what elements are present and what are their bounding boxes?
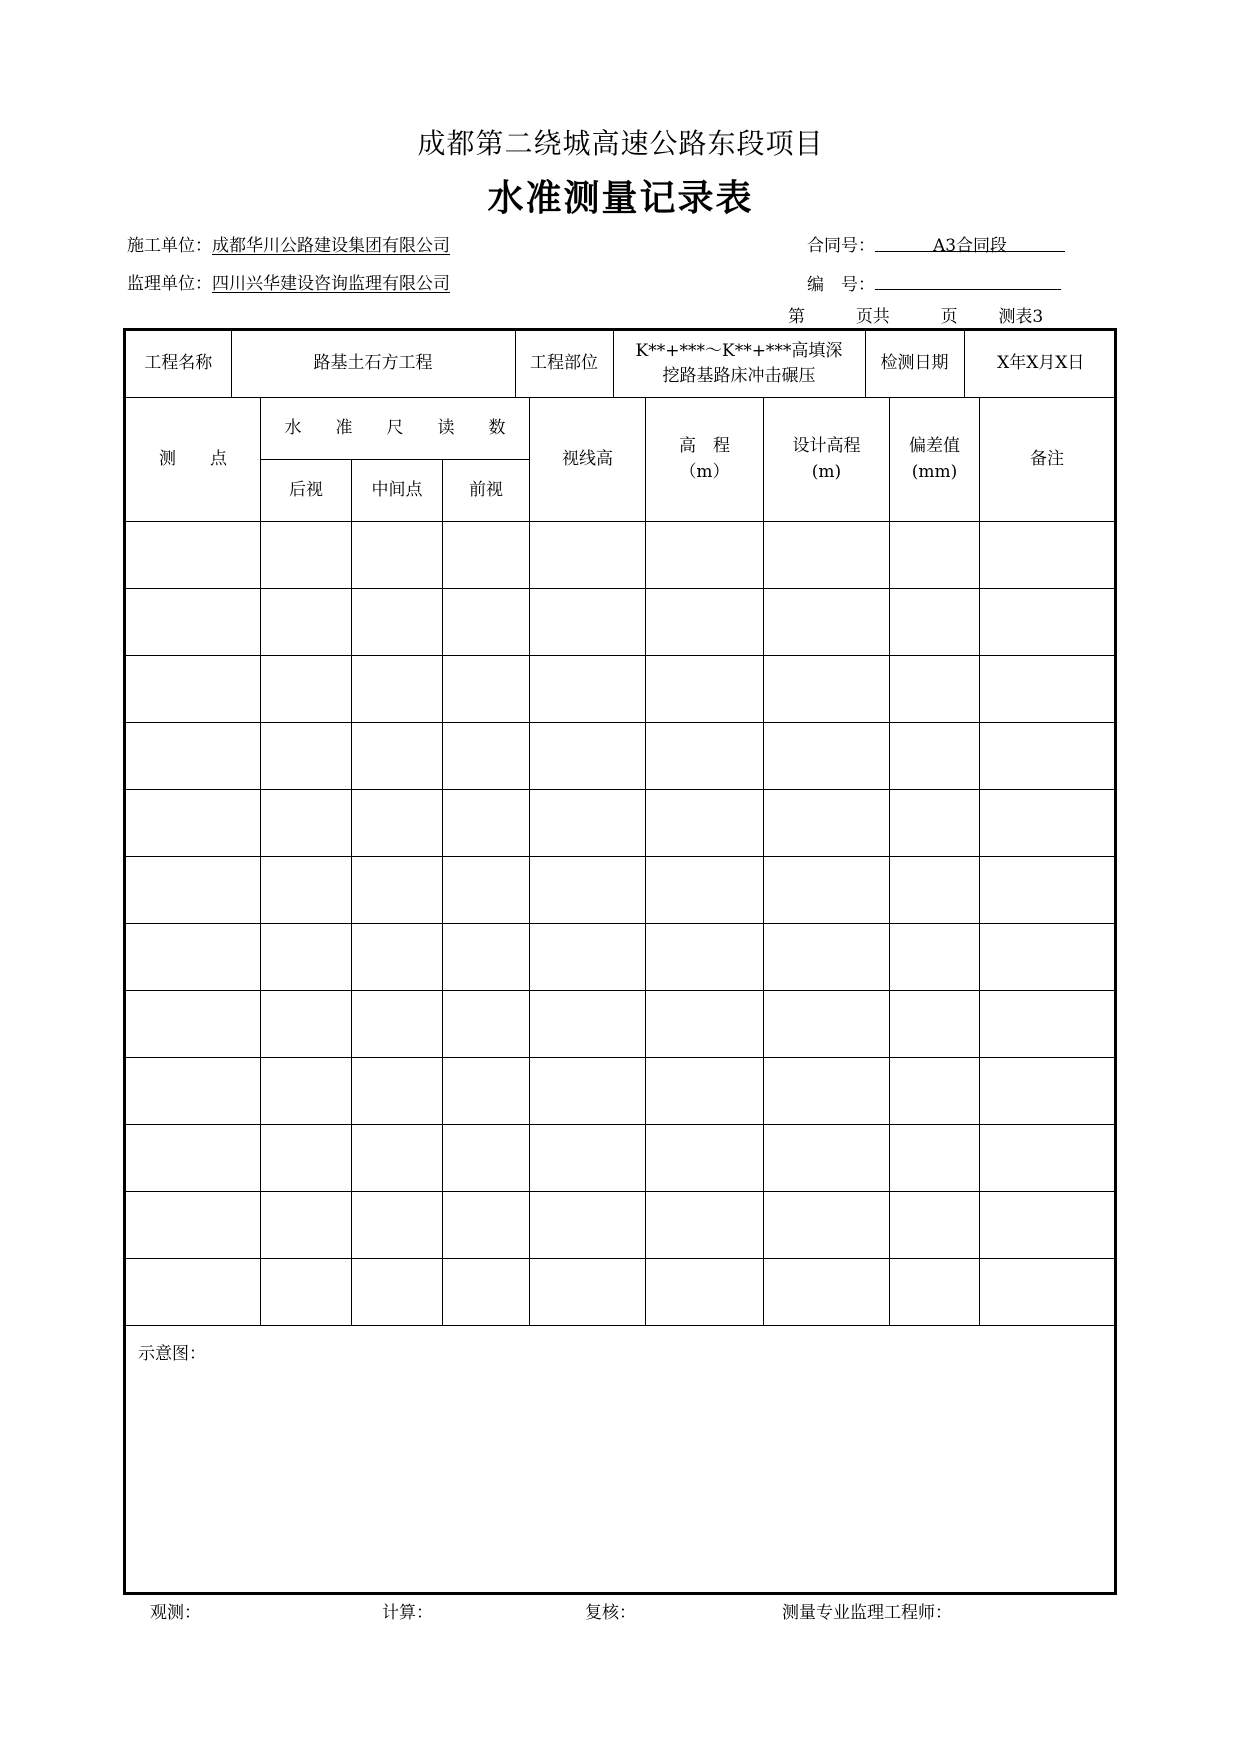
cell-intermediate[interactable] — [352, 790, 443, 857]
cell-remarks[interactable] — [980, 924, 1116, 991]
cell-line-of-sight[interactable] — [530, 723, 646, 790]
leveling-record-table — [123, 328, 1117, 1595]
calculator-signature: 计算： — [382, 1603, 433, 1623]
cell-elevation[interactable] — [646, 991, 764, 1058]
header-foresight: 前视 — [443, 460, 530, 522]
cell-backsight[interactable] — [261, 723, 352, 790]
cell-intermediate[interactable] — [352, 991, 443, 1058]
table-row — [125, 790, 1116, 857]
table-row — [125, 1259, 1116, 1326]
cell-line-of-sight[interactable] — [530, 857, 646, 924]
cell-elevation[interactable] — [646, 924, 764, 991]
header-backsight: 后视 — [261, 460, 352, 522]
cell-intermediate[interactable] — [352, 924, 443, 991]
table-row — [125, 1192, 1116, 1259]
cell-foresight[interactable] — [443, 723, 530, 790]
cell-point[interactable] — [125, 991, 261, 1058]
cell-foresight[interactable] — [443, 790, 530, 857]
cell-backsight[interactable] — [261, 589, 352, 656]
header-remarks: 备注 — [980, 398, 1116, 522]
cell-foresight[interactable] — [443, 1192, 530, 1259]
cell-deviation[interactable] — [890, 1192, 980, 1259]
number-row — [807, 269, 1061, 295]
project-info-subtable — [126, 331, 1117, 397]
cell-remarks[interactable] — [980, 1125, 1116, 1192]
cell-intermediate[interactable] — [352, 1058, 443, 1125]
header-elevation — [646, 398, 764, 522]
cell-backsight[interactable] — [261, 1259, 352, 1326]
cell-foresight[interactable] — [443, 589, 530, 656]
reviewer-signature: 复核： — [585, 1603, 636, 1623]
cell-design-elevation[interactable] — [764, 991, 890, 1058]
cell-point[interactable] — [125, 1192, 261, 1259]
cell-elevation[interactable] — [646, 656, 764, 723]
project-name-value: 路基土石方工程 — [231, 331, 515, 397]
cell-foresight[interactable] — [443, 656, 530, 723]
cell-line-of-sight[interactable] — [530, 522, 646, 589]
cell-foresight[interactable] — [443, 924, 530, 991]
cell-design-elevation[interactable] — [764, 924, 890, 991]
project-title: 成都第二绕城高速公路东段项目 — [417, 127, 824, 160]
cell-deviation[interactable] — [890, 991, 980, 1058]
form-code: 测表3 — [998, 307, 1044, 327]
cell-line-of-sight[interactable] — [530, 1125, 646, 1192]
cell-intermediate[interactable] — [352, 656, 443, 723]
sketch-area[interactable] — [125, 1326, 1116, 1594]
contract-value: A3合同段 — [875, 231, 1065, 252]
cell-backsight[interactable] — [261, 924, 352, 991]
page-suffix: 页 — [940, 307, 958, 327]
cell-elevation[interactable] — [646, 1192, 764, 1259]
page-prefix: 第 — [788, 307, 805, 327]
cell-deviation[interactable] — [890, 656, 980, 723]
cell-remarks[interactable] — [980, 857, 1116, 924]
supervisor-row — [127, 269, 450, 294]
cell-remarks[interactable] — [980, 1192, 1116, 1259]
header-design-elevation-unit: (m) — [811, 461, 842, 482]
cell-design-elevation[interactable] — [764, 1192, 890, 1259]
header-deviation-unit: (mm) — [911, 461, 958, 482]
cell-deviation[interactable] — [890, 723, 980, 790]
cell-point[interactable] — [125, 924, 261, 991]
table-row — [125, 1058, 1116, 1125]
cell-line-of-sight[interactable] — [530, 991, 646, 1058]
table-row — [125, 656, 1116, 723]
cell-line-of-sight[interactable] — [530, 1192, 646, 1259]
cell-remarks[interactable] — [980, 1058, 1116, 1125]
header-elevation-label: 高 程 — [679, 436, 730, 456]
cell-remarks[interactable] — [980, 723, 1116, 790]
cell-deviation[interactable] — [890, 924, 980, 991]
number-label: 编 号： — [807, 275, 875, 295]
cell-remarks[interactable] — [980, 656, 1116, 723]
page-indicator — [788, 302, 1043, 327]
header-design-elevation — [764, 398, 890, 522]
table-row — [125, 991, 1116, 1058]
contract-row — [807, 231, 1065, 256]
project-part-line2: 挖路基路床冲击碾压 — [662, 366, 816, 386]
cell-design-elevation[interactable] — [764, 1259, 890, 1326]
cell-line-of-sight[interactable] — [530, 1058, 646, 1125]
cell-backsight[interactable] — [261, 1058, 352, 1125]
contractor-row — [127, 231, 450, 256]
cell-design-elevation[interactable] — [764, 589, 890, 656]
cell-foresight[interactable] — [443, 1125, 530, 1192]
cell-elevation[interactable] — [646, 723, 764, 790]
header-point: 测 点 — [125, 398, 261, 522]
cell-deviation[interactable] — [890, 790, 980, 857]
project-part-value — [613, 331, 865, 397]
header-row-1 — [125, 398, 1116, 460]
cell-deviation[interactable] — [890, 857, 980, 924]
cell-point[interactable] — [125, 589, 261, 656]
cell-backsight[interactable] — [261, 1125, 352, 1192]
cell-design-elevation[interactable] — [764, 656, 890, 723]
cell-deviation[interactable] — [890, 1259, 980, 1326]
cell-backsight[interactable] — [261, 656, 352, 723]
cell-point[interactable] — [125, 790, 261, 857]
cell-elevation[interactable] — [646, 1125, 764, 1192]
cell-intermediate[interactable] — [352, 723, 443, 790]
cell-elevation[interactable] — [646, 857, 764, 924]
cell-intermediate[interactable] — [352, 1192, 443, 1259]
cell-deviation[interactable] — [890, 522, 980, 589]
cell-intermediate[interactable] — [352, 1125, 443, 1192]
project-part-line1: K**+***～K**+***高填深 — [635, 340, 843, 361]
cell-backsight[interactable] — [261, 522, 352, 589]
cell-point[interactable] — [125, 723, 261, 790]
cell-elevation[interactable] — [646, 522, 764, 589]
cell-line-of-sight[interactable] — [530, 589, 646, 656]
number-value — [875, 269, 1061, 290]
cell-intermediate[interactable] — [352, 522, 443, 589]
project-info-row — [125, 330, 1116, 398]
header-line-of-sight: 视线高 — [530, 398, 646, 522]
cell-foresight[interactable] — [443, 1259, 530, 1326]
cell-design-elevation[interactable] — [764, 857, 890, 924]
cell-design-elevation[interactable] — [764, 522, 890, 589]
supervisor-label: 监理单位： — [127, 274, 212, 294]
cell-design-elevation[interactable] — [764, 723, 890, 790]
cell-deviation[interactable] — [890, 589, 980, 656]
cell-point[interactable] — [125, 656, 261, 723]
cell-line-of-sight[interactable] — [530, 656, 646, 723]
project-name-label: 工程名称 — [126, 331, 231, 397]
cell-deviation[interactable] — [890, 1058, 980, 1125]
header-design-elevation-label: 设计高程 — [792, 436, 861, 456]
cell-remarks[interactable] — [980, 991, 1116, 1058]
cell-point[interactable] — [125, 1058, 261, 1125]
observer-signature: 观测： — [150, 1603, 201, 1623]
project-part-label: 工程部位 — [515, 331, 613, 397]
cell-line-of-sight[interactable] — [530, 924, 646, 991]
cell-remarks[interactable] — [980, 522, 1116, 589]
sketch-row — [125, 1326, 1116, 1594]
inspection-date-label: 检测日期 — [865, 331, 964, 397]
cell-elevation[interactable] — [646, 1058, 764, 1125]
cell-elevation[interactable] — [646, 589, 764, 656]
cell-design-elevation[interactable] — [764, 1058, 890, 1125]
table-row — [125, 924, 1116, 991]
table-row — [125, 723, 1116, 790]
header-intermediate: 中间点 — [352, 460, 443, 522]
sketch-label: 示意图： — [138, 1344, 206, 1364]
cell-foresight[interactable] — [443, 991, 530, 1058]
cell-foresight[interactable] — [443, 857, 530, 924]
supervisor-value: 四川兴华建设咨询监理有限公司 — [212, 274, 450, 294]
table-row — [125, 857, 1116, 924]
cell-remarks[interactable] — [980, 790, 1116, 857]
table-row — [125, 589, 1116, 656]
document-title: 水准测量记录表 — [487, 177, 754, 219]
contractor-value: 成都华川公路建设集团有限公司 — [212, 236, 450, 256]
cell-line-of-sight[interactable] — [530, 1259, 646, 1326]
cell-intermediate[interactable] — [352, 589, 443, 656]
table-row — [125, 1125, 1116, 1192]
header-deviation — [890, 398, 980, 522]
cell-line-of-sight[interactable] — [530, 790, 646, 857]
cell-intermediate[interactable] — [352, 857, 443, 924]
cell-design-elevation[interactable] — [764, 790, 890, 857]
header-deviation-label: 偏差值 — [909, 436, 960, 456]
cell-foresight[interactable] — [443, 1058, 530, 1125]
cell-design-elevation[interactable] — [764, 1125, 890, 1192]
cell-backsight[interactable] — [261, 991, 352, 1058]
cell-point[interactable] — [125, 522, 261, 589]
engineer-signature: 测量专业监理工程师： — [782, 1603, 952, 1623]
cell-backsight[interactable] — [261, 1192, 352, 1259]
cell-point[interactable] — [125, 857, 261, 924]
cell-remarks[interactable] — [980, 1259, 1116, 1326]
cell-point[interactable] — [125, 1259, 261, 1326]
cell-backsight[interactable] — [261, 857, 352, 924]
contract-label: 合同号： — [807, 236, 875, 256]
cell-elevation[interactable] — [646, 790, 764, 857]
cell-point[interactable] — [125, 1125, 261, 1192]
header-elevation-unit: （m） — [679, 461, 730, 482]
page-mid: 页共 — [855, 307, 890, 327]
cell-deviation[interactable] — [890, 1125, 980, 1192]
table-row — [125, 522, 1116, 589]
contractor-label: 施工单位： — [127, 236, 212, 256]
cell-intermediate[interactable] — [352, 1259, 443, 1326]
cell-elevation[interactable] — [646, 1259, 764, 1326]
cell-remarks[interactable] — [980, 589, 1116, 656]
cell-foresight[interactable] — [443, 522, 530, 589]
cell-backsight[interactable] — [261, 790, 352, 857]
inspection-date-value: X年X月X日 — [997, 353, 1085, 374]
header-staff-reading: 水 准 尺 读 数 — [261, 398, 530, 460]
